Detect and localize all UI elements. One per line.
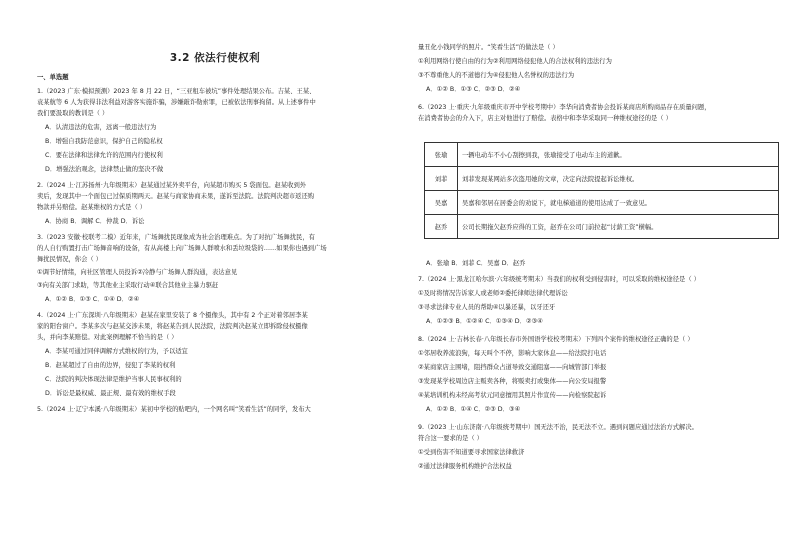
text-line: C．法院的判决体现法律是维护当事人民事权利的 bbox=[45, 376, 182, 383]
text-line: 5.（2024 上·辽宁本溪·八年级期末）某初中学校的贴吧内，一个网名叫“笑看生活”的同学，发布大 bbox=[37, 406, 311, 413]
table-cell-name: 张瑜 bbox=[425, 143, 458, 167]
text-line: 3.（2023 安徽·校联考二模）近年来，广场舞扰民现象成为社会治理难点。为了对抗广场舞扰民，有 bbox=[37, 234, 315, 241]
text-line: 我们要汲取的教训是（ ） bbox=[37, 110, 109, 117]
text-line: 8.（2024 上·吉林长春·八年级长春市外国语学校校考期末）下列四个案件的维权途径正确的是（ ） bbox=[418, 336, 694, 343]
text-line: A．协商 B．调解 C．仲裁 D．诉讼 bbox=[45, 218, 145, 225]
page-title: 3.2 依法行使权利 bbox=[169, 52, 261, 64]
text-line: C．要在法律和法律允许的范围内行使权利 bbox=[45, 152, 163, 159]
text-line: ①及时将情况告诉家人或老师②委托律师法律代理诉讼 bbox=[418, 290, 568, 297]
table-cell-desc: 公司长期拖欠赵乔应得的工资，赵乔在公司门前拉起“讨薪工资”横幅。 bbox=[458, 215, 779, 239]
text-line: 家的阳台窗户。李某多次与赵某交涉未果，将赵某告到人民法院，法院判决赵某立即拆除侵权摄像 bbox=[37, 323, 308, 330]
table-row bbox=[425, 143, 779, 167]
text-line: ①调节好情绪，向社区管理人员投诉②冷静与广场舞人群沟通，表达意见 bbox=[37, 269, 238, 276]
text-line: 在消费者协会的介入下，店主对他进行了赔偿。表格中和李华采取同一种维权途径的是（ ） bbox=[418, 115, 672, 122]
text-line: ①邻居收养流浪狗，每天叫个不停，影响大家休息——给法院打电话 bbox=[418, 350, 607, 357]
text-line: 1.（2023 广东·模拟预测）2023 年 8 月 22 日，“三亚租车被坑”事件处理结果公布。吉某、王某、 bbox=[37, 88, 316, 95]
text-line: A．①② B．①③ C．①④ D．②④ bbox=[45, 296, 140, 303]
rights-table bbox=[424, 142, 779, 239]
text-line: ③寻求法律专业人员的帮助④以暴还暴，以牙还牙 bbox=[418, 304, 556, 311]
table-cell-desc: 一辆电动车不小心刮擦到我，张瑜接受了电动车主的道歉。 bbox=[458, 143, 779, 167]
text-line: D．诉讼是最权威、最正规、最有效的维权手段 bbox=[45, 390, 176, 397]
text-line: 卖后，发现其中一个面包已过保质期两天。赵某与商家协商未果，遂诉至法院。法院判决超市返还购 bbox=[37, 193, 315, 200]
text-line: A．①②③ B．①②④ C．①③④ D．②③④ bbox=[426, 318, 543, 325]
text-line: A．①② B．①③ C．②③ D．②④ bbox=[426, 86, 521, 93]
table-row bbox=[425, 191, 779, 215]
table-cell-desc: 刘菲发现某网站多次盗用她的文章，决定向法院提起诉讼维权。 bbox=[458, 167, 779, 191]
text-line: 的人自行购置打击广场舞音响的设备，有从高楼上向广场舞人群喷水和丢垃圾袋的……如果你也遇到广场 bbox=[37, 245, 327, 252]
text-line: ④某培训机构未经高考状元同意擅用其照片作宣传——向检察院起诉 bbox=[418, 392, 607, 399]
text-line: 6.（2023 上·重庆·九年级重庆市开中学校考期中）李华向消费者协会投诉某商店所购商品存在质量问题， bbox=[418, 104, 711, 111]
text-line: D．增强法治观念，法律禁止做的坚决不做 bbox=[45, 166, 164, 173]
section-heading: 一、单选题 bbox=[37, 74, 69, 81]
table-cell-name: 赵乔 bbox=[425, 215, 458, 239]
text-line: 2.（2024 上·江苏扬州·九年级期末）赵某通过某外卖平台，向某超市购买 5 袋面包。赵某收到外 bbox=[37, 182, 307, 189]
text-line: 4.（2024 上·广东深圳·八年级期末）赵某在家里安装了 8 个摄像头，其中有 2 个正对着邻居李某 bbox=[37, 312, 308, 319]
text-line: 量丑化小钱同学的照片。“笑看生活”的做法是（ ） bbox=[418, 44, 559, 51]
text-line: ③向有关部门求助，等其他业主采取行动④联合其他业主暴力驱赶 bbox=[37, 282, 219, 289]
text-line: 物款并另赔偿。赵某维权的方式是（ ） bbox=[37, 204, 147, 211]
text-line: A．①② B．①④ C．②③ D．③④ bbox=[426, 406, 521, 413]
text-line: 7.（2024 上·黑龙江哈尔滨·六年级统考期末）当我们的权利受到侵害时，可以采取的维权途径是（ ） bbox=[418, 276, 700, 283]
text-line: 符合这一要求的是（ ） bbox=[418, 435, 483, 442]
text-line: ③不尊重他人的不道德行为④侵犯他人名誉权的违法行为 bbox=[418, 72, 575, 79]
table-row bbox=[425, 215, 779, 239]
text-line: 袁某航等 6 人为获得非法利益对游客实施诈骗，涉嫌敲诈勒索罪，已被依法刑事拘留。从上述事件中 bbox=[37, 99, 316, 106]
text-line: 舞扰民情况，你会（ ） bbox=[37, 256, 102, 263]
text-line: ①利用网络行使自由的行为②利用网络侵犯他人的合法权利的违法行为 bbox=[418, 58, 612, 65]
text-line: B．增强自我防范意识，保护自己的隐私权 bbox=[45, 138, 163, 145]
table-cell-name: 刘菲 bbox=[425, 167, 458, 191]
text-line: A．张瑜 B．刘菲 C．吴嘉 D．赵乔 bbox=[426, 260, 526, 267]
text-line: A．李某可通过同伴调解方式维权的行为，予以适宜 bbox=[45, 348, 188, 355]
text-line: ①受到伤害不知道要寻求国家法律救济 bbox=[418, 449, 525, 456]
table-cell-desc: 吴嘉和邻居在居委会的劝说下，就电梯通道的使用达成了一致意见。 bbox=[458, 191, 779, 215]
text-line: ③发现某学校周边店主贩卖各种，将贩卖打或集体——向公安局报警 bbox=[418, 378, 607, 385]
table-row bbox=[425, 167, 779, 191]
text-line: 头，并向李某赔偿。对此案例理解不恰当的是（ ） bbox=[37, 334, 178, 341]
text-line: ②通过法律服务机构维护合法权益 bbox=[418, 463, 512, 470]
text-line: ②某商家店主围堵，阻挡群众占道导致交通阻塞——向城管部门举报 bbox=[418, 364, 607, 371]
text-line: B．赵某超过了自由的边界，侵犯了李某的权利 bbox=[45, 362, 176, 369]
text-line: A．认清违法的危害，远离一般违法行为 bbox=[45, 124, 157, 131]
text-line: 9.（2023 上·山东济南·八年级统考期中）国无法不治，民无法不立。遇到问题应通过法治方式解决。 bbox=[418, 424, 698, 431]
table-cell-name: 吴嘉 bbox=[425, 191, 458, 215]
